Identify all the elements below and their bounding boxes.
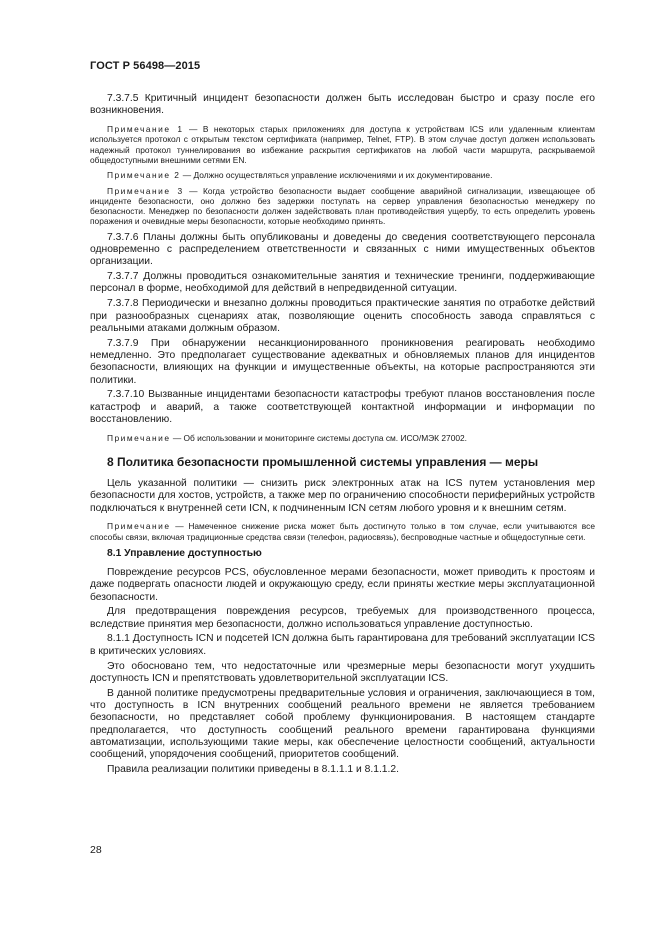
paragraph-8-1-1-c: В данной политике предусмотрены предварительные условия и ограничения, заключающиеся в том, что доступность в ICN внутренних сообщений реального времени не является требованием безопасности, но представляет собой проблему функционирования. В настоящем стандарте предполагается, что доступность сообщений реального времени гарантирована функциями автоматизации, использующими такие меры, как обеспечение целостности сообщений, актуальности сообщений, упорядочения сообщений, приоритетов сообщений. [90,687,595,761]
paragraph-8-1-a: Повреждение ресурсов PCS, обусловленное мерами безопасности, может приводить к простоям и даже подвергать опасности людей и окружающую среду, если приняты жесткие меры эксплуатационной безопасности. [90,567,595,603]
note-1 [90,124,595,165]
page-number: 28 [90,844,102,856]
paragraph-8-1-b: Для предотвращения повреждения ресурсов, требуемых для производственного процесса, вследствие принятия мер безопасности, должно использоваться управление доступностью. [90,606,595,630]
paragraph-7-3-7-10: 7.3.7.10 Вызванные инцидентами безопасности катастрофы требуют планов восстановления после катастроф и аварий, а также соответствующей контактной информации и информации по восстановлению. [90,389,595,425]
paragraph-7-3-7-8: 7.3.7.8 Периодически и внезапно должны проводиться практические занятия по отработке действий при разнообразных сценариях атак, позволяющие оценить способность завода справляться с реальными атаками должным образом. [90,298,595,334]
note-2 [90,170,595,180]
paragraph-7-3-7-5: 7.3.7.5 Критичный инцидент безопасности должен быть исследован быстро и сразу после его возникновения. [90,93,595,117]
paragraph-7-3-7-6: 7.3.7.6 Планы должны быть опубликованы и доведены до сведения соответствующего персонала одновременно с распределением ответственности и связанных с ними имущественных объектов организации. [90,231,595,268]
note-4 [90,433,595,443]
note-label: Примечание 2 [107,170,181,181]
section-8-1-heading: 8.1 Управление доступностью [107,548,262,559]
paragraph-7-3-7-7: 7.3.7.7 Должны проводиться ознакомительные занятия и технические тренинги, поддерживающие персонал в форме, необходимой для действий в непредвиденной ситуации. [90,271,595,295]
section-8-heading: 8 Политика безопасности промышленной системы управления — меры [107,455,539,470]
note-label: Примечание [107,432,171,443]
note-text: — Намеченное снижение риска может быть достигнуто только в том случае, если учитываются все способы связи, включая традиционные средства связи (телефон, радиосвязь), беспроводные частные и общедоступные сети. [90,521,595,542]
note-text: — Об использовании и мониторинге системы доступа см. ИСО/МЭК 27002. [172,432,468,443]
note-text: — Когда устройство безопасности выдает сообщение аварийной сигнализации, извещающее об инциденте безопасности, оно должно без задержки поступать на сервер управления безопасностью менеджеру по безопасности. Менеджер по безопасности должен задействовать план противодействия ущербу, то есть определить уровень поражения и очевидные меры безопасности, которые необходимо принять. [90,185,595,227]
note-3 [90,186,595,227]
paragraph-8-1-1-d: Правила реализации политики приведены в 8.1.1.1 и 8.1.1.2. [107,763,399,775]
section-8-intro: Цель указанной политики — снизить риск электронных атак на ICS путем установления мер безопасности для хостов, устройств, а также мер по ограничению способности периферийных устройств подключаться к внутренней сети ICN, к подчиненным ICN сетям любого уровня и к внешним сетям. [90,478,595,514]
document-header: ГОСТ Р 56498—2015 [90,60,201,72]
note-label: Примечание 3 [107,185,184,196]
page-body [90,93,595,779]
note-label: Примечание [107,521,171,532]
paragraph-8-1-1-b: Это обосновано тем, что недостаточные или чрезмерные меры безопасности могут ухудшить доступность ICN и препятствовать удовлетворительной эксплуатации ICS. [90,660,595,684]
paragraph-7-3-7-9: 7.3.7.9 При обнаружении несанкционированного проникновения реагировать необходимо немедленно. Это предполагает существование адекватных и обновляемых планов для инцидентов безопасности, влияющих на функции и имущественные объекты, на которые распространяются эти политики. [90,337,595,386]
note-text: — В некоторых старых приложениях для доступа к устройствам ICS или удаленным клиентам используется протокол с открытым текстом сертификата (например, Telnet, FTP). В этом случае доступ должен использовать надежный протокол туннелирования во избежание раскрытия сертификатов на любой части маршрута, раскрываемой общедоступными внешними сетями EN. [90,124,596,165]
note-5 [90,521,595,542]
note-text: — Должно осуществляться управление исключениями и их документирование. [182,170,493,181]
note-label: Примечание 1 [107,124,184,135]
paragraph-8-1-1: 8.1.1 Доступность ICN и подсетей ICN должна быть гарантирована для требований эксплуатации ICS в критических условиях. [90,633,595,657]
